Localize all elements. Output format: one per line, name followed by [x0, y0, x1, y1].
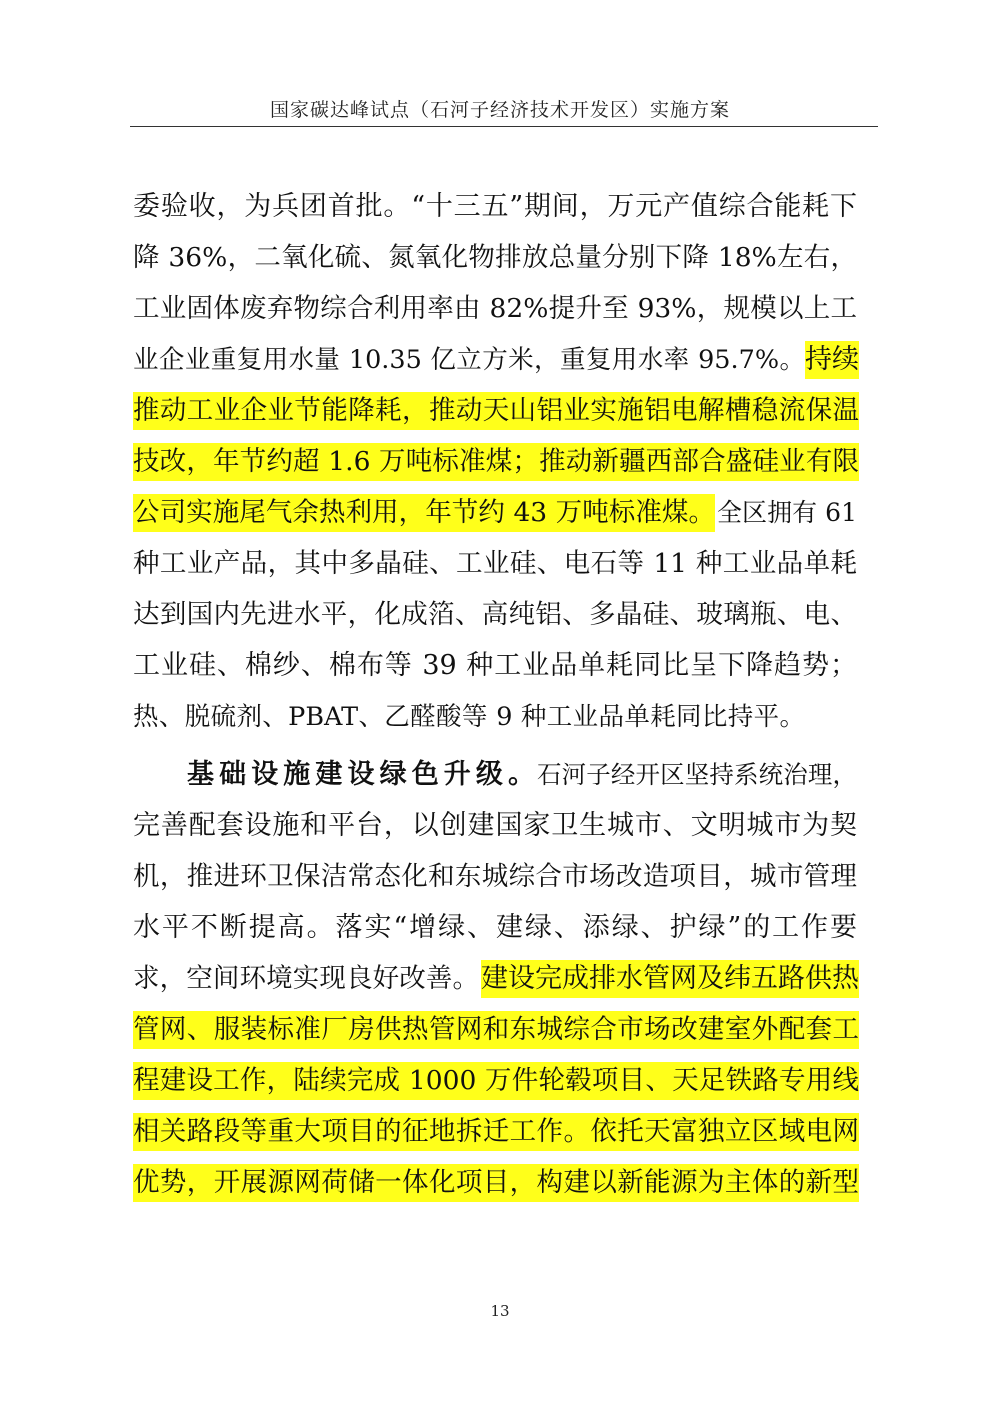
text-line [0, 443, 1000, 481]
text-line [0, 1011, 1000, 1049]
text-line [0, 545, 1000, 583]
text-line [0, 909, 1000, 947]
text-line [0, 239, 1000, 277]
text-segment: 机，推进环卫保洁常态化和东城综合市场改造项目，城市管理 [133, 861, 857, 892]
highlighted-segment: 公司实施尾气余热利用，年节约 43 万吨标准煤。 [133, 494, 715, 532]
text-line [0, 858, 1000, 896]
text-line [0, 1062, 1000, 1100]
text-line [0, 494, 1000, 532]
paragraph-lead-bold: 基础设施建设绿色升级。 [187, 759, 535, 790]
text-segment: 降 36%，二氧化硫、氮氧化物排放总量分别下降 18%左右， [133, 242, 857, 273]
text-segment: 业企业重复用水量 10.35 亿立方米，重复用水率 95.7%。 [133, 345, 805, 375]
text-segment: 工业固体废弃物综合利用率由 82%提升至 93%，规模以上工 [133, 293, 857, 324]
text-line [0, 341, 1000, 379]
text-segment: 全区拥有 61 [717, 498, 857, 527]
text-line [0, 756, 1000, 794]
text-segment: 完善配套设施和平台，以创建国家卫生城市、文明城市为契 [133, 810, 857, 841]
text-segment: 委验收，为兵团首批。“十三五”期间，万元产值综合能耗下 [133, 191, 857, 222]
text-line [0, 596, 1000, 634]
highlighted-segment: 持续 [805, 341, 859, 379]
text-line [0, 647, 1000, 685]
running-header: 国家碳达峰试点（石河子经济技术开发区）实施方案 [269, 99, 730, 121]
text-line [0, 698, 1000, 736]
highlighted-segment: 管网、服装标准厂房供热管网和东城综合市场改建室外配套工 [133, 1011, 859, 1049]
text-line [0, 290, 1000, 328]
text-line [0, 807, 1000, 845]
text-segment: 石河子经开区坚持系统治理， [537, 760, 857, 789]
highlighted-segment: 程建设工作，陆续完成 1000 万件轮毂项目、天足铁路专用线 [133, 1062, 859, 1100]
text-segment: 水平不断提高。落实“增绿、建绿、添绿、护绿”的工作要 [133, 912, 857, 943]
text-line [0, 188, 1000, 226]
text-line [0, 960, 1000, 998]
text-segment: 种工业产品，其中多晶硅、工业硅、电石等 11 种工业品单耗 [133, 548, 857, 579]
text-line [0, 392, 1000, 430]
highlighted-segment: 优势，开展源网荷储一体化项目，构建以新能源为主体的新型 [133, 1164, 859, 1202]
text-line [0, 1164, 1000, 1202]
page-number: 13 [490, 1302, 510, 1320]
text-segment: 达到国内先进水平，化成箔、高纯铝、多晶硅、玻璃瓶、电、 [133, 599, 857, 630]
text-line [0, 1113, 1000, 1151]
text-segment: 求，空间环境实现良好改善。 [133, 963, 479, 994]
highlighted-segment: 技改，年节约超 1.6 万吨标准煤；推动新疆西部合盛硅业有限 [133, 443, 859, 481]
highlighted-segment: 建设完成排水管网及纬五路供热 [481, 960, 859, 998]
highlighted-segment: 相关路段等重大项目的征地拆迁工作。依托天富独立区域电网 [133, 1113, 859, 1151]
highlighted-segment: 推动工业企业节能降耗，推动天山铝业实施铝电解槽稳流保温 [133, 392, 859, 430]
text-segment: 热、脱硫剂、PBAT、乙醛酸等 9 种工业品单耗同比持平。 [133, 702, 805, 732]
header-divider [130, 126, 878, 127]
text-segment: 工业硅、棉纱、棉布等 39 种工业品单耗同比呈下降趋势； [133, 650, 857, 681]
